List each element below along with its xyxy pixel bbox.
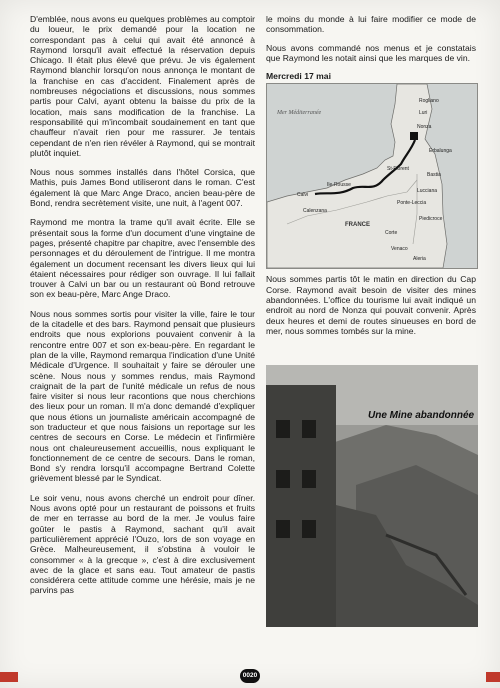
- map-label-sea: Mer Méditerranée: [277, 110, 322, 117]
- paragraph: Le soir venu, nous avons cherché un endroit pour dîner. Nous avons opté pour un restaurant de poissons et fruits de mer en terrasse au bord de la mer. Je voulus faire goûter le pastis à Raymond, sachant qu'il avait particulièrement apprécié l'Ouzo, lors de son voyage en Grèce. Malheureusement, il s'obstina à vouloir le consommer « à la grecque », c'est à dire exclusivement avec de la glace et sans eau. Tout amateur de pastis considérera cette attitude comme une hérésie, mais je ne parvins pas: [30, 492, 255, 596]
- map-label-piedicroce: Piedicroce: [419, 216, 443, 223]
- page-number: 0020: [240, 669, 260, 683]
- nonza-marker: [410, 132, 418, 140]
- left-column: [30, 14, 255, 605]
- map-label-bastia: Bastia: [427, 172, 441, 179]
- map-label-venaco: Venaco: [391, 246, 408, 253]
- map-label-st-florent: St-Florent: [387, 166, 409, 173]
- footer-accent-right: [486, 672, 500, 682]
- paragraph: Raymond me montra la trame qu'il avait écrite. Elle se présentait sous la forme d'un document d'une vingtaine de pages, présenté chapitre par chapitre, avec l'ensemble des personnages et du déroulement de l'intrigue. Il me montra également un document recensant les divers lieux qui lui étaient nécessaires pour rédiger son ouvrage. Il lui fallait trouver à Calvi un bar ou un restaurant où Bond retrouve son ex beau-père, Marc Ange Draco.: [30, 217, 255, 300]
- corsica-map: [266, 83, 478, 269]
- map-label-lucciana: Lucciana: [417, 188, 438, 195]
- map-label-nonza: Nonza: [417, 124, 432, 131]
- paragraph: D'emblée, nous avons eu quelques problèmes au comptoir du loueur, le prix demandé pour la location ne correspondant pas à celui qui avait été annoncé à Raymond lorsqu'il avait effectué la réservation depuis Chicago. Il était plus élevé que prévu. Je vis également Raymond blanchir lorsqu'on nous annonça le montant de la franchise en cas d'accident. Finalement après de nombreuses négociations et discussions, nous sommes partis pour Calvi, ayant obtenu la baisse du prix de la location, mais sans modification de la franchise. La responsabilité qui m'incombait soudainement en tant que chauffeur n'avait rien pour me rassurer. Je tentais cependant de n'en rien révéler à Raymond, qui se montrait plutôt inquiet.: [30, 14, 255, 158]
- map-graphic: [267, 84, 477, 268]
- paragraph: Nous nous sommes installés dans l'hôtel Corsica, que Mathis, puis James Bond utiliseront dans le roman. C'est également là que Marc Ange Draco, ancien beau-père de Bond, rendra secrètement visite, une nuit, à l'agent 007.: [30, 167, 255, 209]
- map-label-ponte-leccia: Ponte-Leccia: [397, 200, 427, 207]
- map-label-rogliano: Rogliano: [419, 98, 439, 105]
- paragraph: Nous avons commandé nos menus et je constatais que Raymond les notait ainsi que les marques de vin.: [266, 42, 476, 63]
- page-footer: [0, 666, 500, 688]
- map-label-aleria: Aleria: [413, 256, 426, 263]
- paragraph: le moins du monde à lui faire modifier ce mode de consommation.: [266, 14, 476, 35]
- map-label-ile-rousse: Ile-Rousse: [327, 182, 351, 189]
- mine-photo: [266, 365, 478, 627]
- photo-title: Une Mine abandonnée: [368, 410, 475, 421]
- map-label-erbalunga: Erbalunga: [429, 148, 452, 155]
- right-column: [266, 14, 476, 344]
- map-label-country: FRANCE: [345, 222, 370, 229]
- map-label-calenzana: Calenzana: [303, 208, 327, 215]
- map-title: Mercredi 17 mai: [266, 71, 331, 82]
- map-label-corte: Corte: [385, 230, 398, 237]
- map-label-luri: Luri: [419, 110, 428, 117]
- paragraph: Nous nous sommes sortis pour visiter la ville, faire le tour de la citadelle et des bars. Raymond pensait que plusieurs endroits que nous explorions pouvaient convenir à la rencontre entre 007 et son ex-beau-père. En regardant le plan de la ville, Raymond remarqua l'indication d'une Unité Médicale d'Urgence. Il souhaitait y faire se dérouler une scène. Nous nous y sommes rendus, mais Raymond craignait de la part de l'unité médicale un refus de nous faire visiter si nous leur racontions que nous cherchions des lieux pour un roman. Il m'a donc demandé d'expliquer que nous étions un journaliste américain accompagné de son traducteur et que nous faisions un reportage sur les centres de secours en Corse. Le médecin et l'infirmière nous ont chaleureusement accueillis, nous expliquant le fonctionnement de ce centre de secours. Dans le roman, Bond s'y rendra lorsqu'il accompagne Bertrand Colette grièvement blessé par le Syndicat.: [30, 308, 255, 484]
- mine-photo-graphic: [266, 365, 478, 627]
- footer-accent-left: [0, 672, 18, 682]
- map-label-calvi: Calvi: [297, 192, 309, 199]
- map-caption: Nous sommes partis tôt le matin en direction du Cap Corse. Raymond avait besoin de visiter des mines abandonnées. L'office du tourisme lui avait indiqué un endroit au nord de Nonza qui pouvait convenir. Après deux heures et demi de routes sinueuses en bord de mer, nous sommes tombés sur la mine.: [266, 274, 476, 336]
